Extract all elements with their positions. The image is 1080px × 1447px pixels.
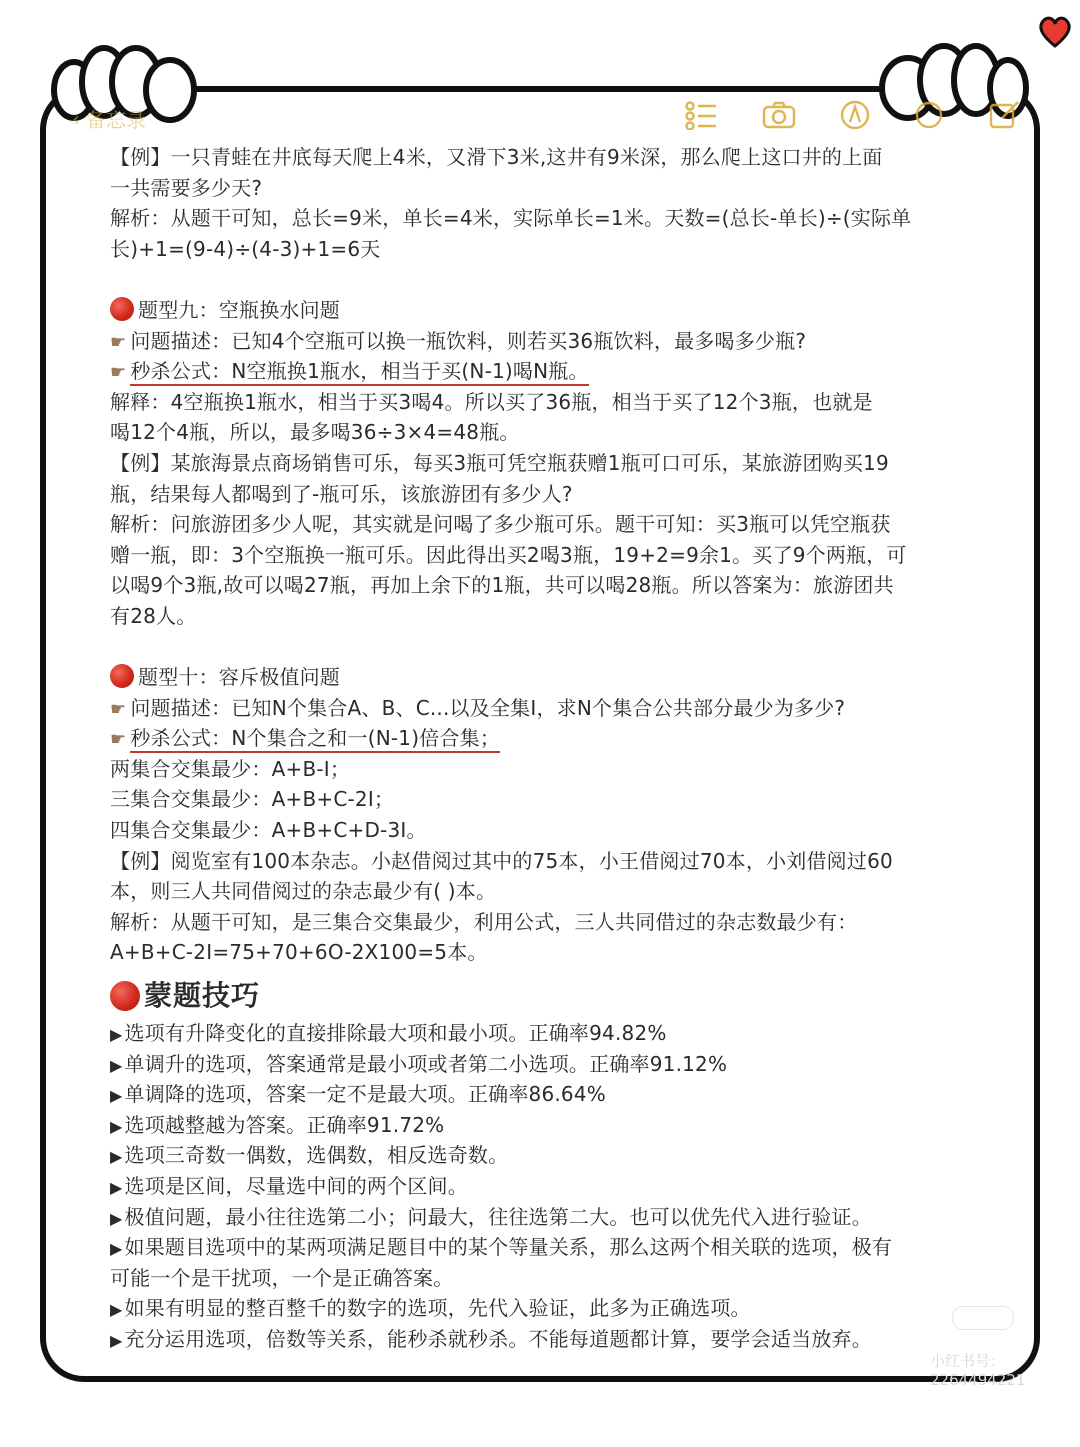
tip-text: 如果有明显的整百整千的数字的选项，先代入验证，此多为正确选项。 bbox=[124, 1296, 751, 1321]
tip-text: 充分运用选项，倍数等关系，能秒杀就秒杀。不能每道题都计算，要学会适当放弃。 bbox=[124, 1326, 872, 1351]
back-button[interactable] bbox=[72, 104, 146, 133]
tip-item bbox=[110, 1202, 980, 1233]
pointing-hand-icon: ☛ bbox=[110, 362, 127, 384]
text-line: 三集合交集最少：A+B+C-2I； bbox=[110, 787, 395, 812]
text-line: 【例】一只青蛙在井底每天爬上4米，又滑下3米,这井有9米深，那么爬上这口井的上面 bbox=[110, 145, 883, 169]
text-line: 瓶，结果每人都喝到了-瓶可乐，该旅游团有多少人? bbox=[110, 481, 573, 506]
formula-text: 秒杀公式：N空瓶换1瓶水，相当于买(N-1)喝N瓶。 bbox=[130, 359, 588, 386]
bullet-icon: ▶ bbox=[110, 1055, 123, 1075]
text-line: 一共需要多少天? bbox=[110, 175, 263, 200]
text-line: 解释：4空瓶换1瓶水，相当于买3喝4。所以买了36瓶，相当于买了12个3瓶，也就是 bbox=[110, 389, 873, 414]
tip-item bbox=[110, 1171, 980, 1202]
bullet-icon: ▶ bbox=[110, 1330, 123, 1350]
tip-text: 选项有升降变化的直接排除最大项和最小项。正确率94.82% bbox=[124, 1021, 667, 1046]
tip-text: 可能一个是干扰项，一个是正确答案。 bbox=[110, 1265, 454, 1290]
camera-icon[interactable] bbox=[762, 100, 796, 130]
tip-text: 单调升的选项，答案通常是最小项或者第二小选项。正确率91.12% bbox=[124, 1051, 728, 1076]
red-dot-icon bbox=[110, 981, 140, 1011]
pointing-hand-icon: ☛ bbox=[110, 729, 127, 751]
tip-item bbox=[110, 1079, 980, 1110]
bullet-icon: ▶ bbox=[110, 1178, 123, 1197]
red-dot-icon bbox=[110, 664, 134, 688]
problem-description bbox=[110, 693, 980, 724]
problem-description bbox=[110, 326, 980, 357]
text-line: 有28人。 bbox=[110, 603, 197, 628]
markup-icon[interactable] bbox=[838, 100, 872, 130]
heart-icon bbox=[1036, 14, 1074, 50]
share-icon[interactable] bbox=[912, 100, 946, 130]
section-title: 题型九：空瓶换水问题 bbox=[138, 297, 340, 322]
bullet-icon: ▶ bbox=[110, 1300, 123, 1320]
text-line: 解析：问旅游团多少人呢，其实就是问喝了多少瓶可乐。题干可知：买3瓶可以凭空瓶获 bbox=[110, 512, 891, 537]
formula-text: 秒杀公式：N个集合之和一(N-1)倍合集； bbox=[130, 726, 500, 753]
tips-heading bbox=[110, 974, 980, 1018]
section-heading-9 bbox=[110, 295, 980, 326]
tip-text: 选项越整越为答案。正确率91.72% bbox=[124, 1112, 445, 1137]
section-title: 题型十：容斥极值问题 bbox=[138, 665, 340, 690]
text-line: 【例】阅览室有100本杂志。小赵借阅过其中的75本，小王借阅过70本，小刘借阅过60 bbox=[110, 848, 893, 873]
back-label: 备忘录 bbox=[86, 108, 146, 132]
text-line: A+B+C-2I=75+70+6O-2X100=5本。 bbox=[110, 940, 488, 965]
pointing-hand-icon: ☛ bbox=[110, 331, 127, 353]
bullet-icon: ▶ bbox=[110, 1116, 123, 1136]
text-line: 两集合交集最少：A+B-I； bbox=[110, 756, 351, 781]
text-line: 本，则三人共同借阅过的杂志最少有( )本。 bbox=[110, 879, 497, 904]
bullet-icon: ▶ bbox=[110, 1239, 123, 1259]
text-line: 解析：从题干可知，是三集合交集最少，利用公式，三人共同借过的杂志数最少有： bbox=[110, 909, 858, 934]
tip-text: 极值问题，最小往往选第二小；问最大，往往选第二大。也可以优先代入进行验证。 bbox=[124, 1204, 872, 1229]
tip-text: 如果题目选项中的某两项满足题目中的某个等量关系，那么这两个相关联的选项，极有 bbox=[124, 1235, 893, 1260]
tip-text: 单调降的选项，答案一定不是最大项。正确率86.64% bbox=[124, 1082, 606, 1107]
tip-item bbox=[110, 1018, 980, 1049]
tips-title: 蒙题技巧 bbox=[144, 979, 261, 1013]
tips-list bbox=[110, 1018, 980, 1355]
text-line: 解析：从题干可知，总长=9米，单长=4米，实际单长=1米。天数=(总长-单长)÷(实际单 bbox=[110, 206, 912, 231]
red-dot-icon bbox=[110, 297, 134, 321]
pointing-hand-icon: ☛ bbox=[110, 698, 127, 720]
tip-item bbox=[110, 1293, 980, 1324]
text-line: 四集合交集最少：A+B+C+D-3I。 bbox=[110, 818, 427, 843]
watermark-badge bbox=[952, 1306, 1014, 1330]
text-line: 长)+1=(9-4)÷(4-3)+1=6天 bbox=[110, 236, 381, 261]
tip-item bbox=[110, 1263, 980, 1294]
text-line: 喝12个4瓶，所以，最多喝36÷3×4=48瓶。 bbox=[110, 420, 520, 445]
text-line: 以喝9个3瓶,故可以喝27瓶，再加上余下的1瓶，共可以喝28瓶。所以答案为：旅游团共 bbox=[110, 573, 894, 598]
note-body[interactable] bbox=[110, 142, 980, 1355]
text-line: 【例】某旅海景点商场销售可乐，每买3瓶可凭空瓶获赠1瓶可口可乐，某旅游团购买19 bbox=[110, 450, 889, 475]
tip-item bbox=[110, 1110, 980, 1141]
section-heading-10 bbox=[110, 662, 980, 693]
bullet-icon: ▶ bbox=[110, 1025, 123, 1045]
compose-icon[interactable] bbox=[988, 100, 1022, 130]
tip-text: 选项是区间，尽量选中间的两个区间。 bbox=[124, 1174, 468, 1198]
notes-toolbar bbox=[0, 96, 1080, 136]
description-text: 问题描述：已知4个空瓶可以换一瓶饮料，则若买36瓶饮料，最多喝多少瓶? bbox=[130, 328, 807, 353]
tip-item bbox=[110, 1049, 980, 1080]
formula-line bbox=[110, 723, 980, 754]
bullet-icon: ▶ bbox=[110, 1147, 123, 1167]
description-text: 问题描述：已知N个集合A、B、C...以及全集I，求N个集合公共部分最少为多少? bbox=[130, 695, 846, 720]
chevron-left-icon: ‹ bbox=[72, 106, 80, 131]
text-line: 赠一瓶，即：3个空瓶换一瓶可乐。因此得出买2喝3瓶，19+2=9余1。买了9个两瓶，可 bbox=[110, 542, 907, 567]
watermark: 小红书号：2264494221 bbox=[930, 1352, 1026, 1389]
tip-item bbox=[110, 1140, 980, 1171]
tip-item bbox=[110, 1324, 980, 1355]
tip-item bbox=[110, 1232, 980, 1263]
bullet-icon: ▶ bbox=[110, 1208, 123, 1228]
checklist-icon[interactable] bbox=[684, 100, 718, 130]
tip-text: 选项三奇数一偶数，选偶数，相反选奇数。 bbox=[124, 1143, 509, 1168]
bullet-icon: ▶ bbox=[110, 1086, 123, 1106]
formula-line bbox=[110, 356, 980, 387]
